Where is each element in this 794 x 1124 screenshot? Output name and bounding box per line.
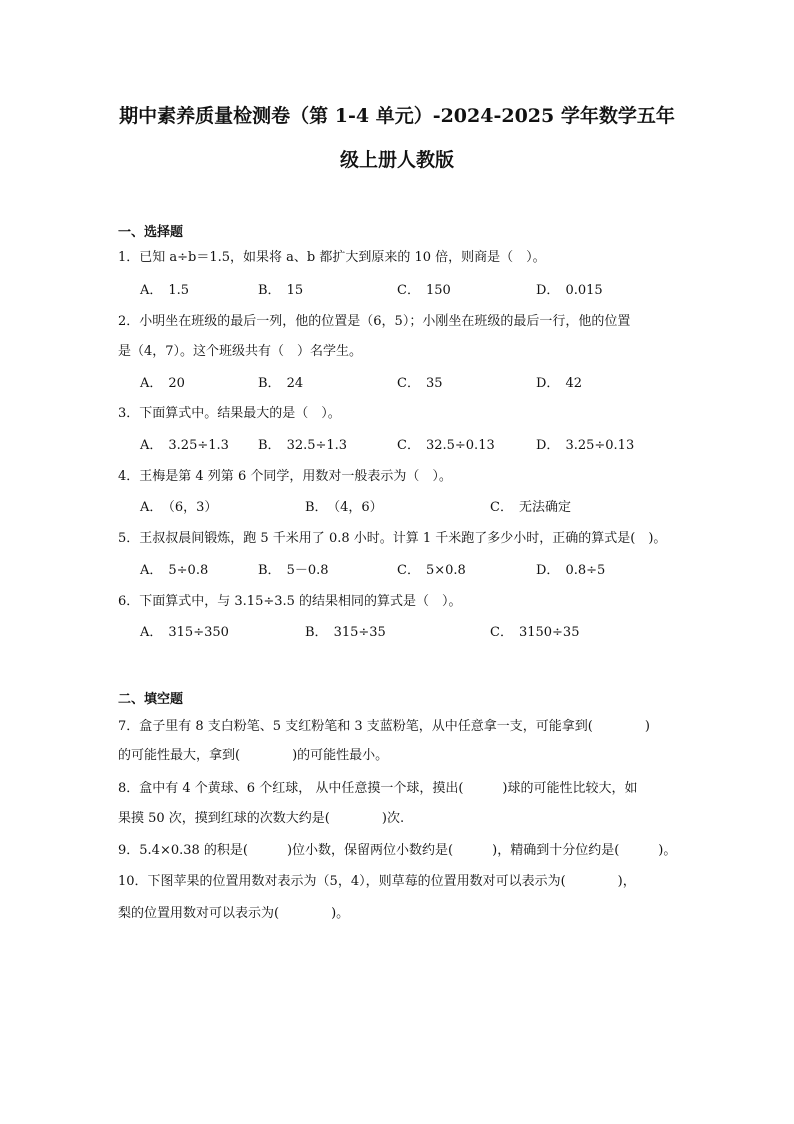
question-5-option-c: C． 5×0.8: [397, 563, 466, 578]
section-heading-choice: 一、选择题: [118, 225, 184, 240]
question-1-option-a: A． 1.5: [140, 283, 190, 298]
question-10-line-2: 梨的位置用数对可以表示为( )。: [118, 906, 350, 921]
question-6-option-a: A． 315÷350: [140, 625, 229, 640]
question-3-option-b: B． 32.5÷1.3: [258, 438, 348, 453]
question-10-line-1: 10．下图苹果的位置用数对表示为（5，4），则草莓的位置用数对可以表示为( )，: [118, 874, 636, 889]
question-3-stem: 3．下面算式中。结果最大的是（ ）。: [118, 406, 341, 421]
question-4-option-c: C． 无法确定: [490, 500, 571, 515]
question-8-line-2: 果摸 50 次，摸到红球的次数大约是( )次.: [118, 811, 405, 826]
question-2-option-c: C． 35: [397, 376, 443, 391]
question-4-option-b: B． （4，6）: [305, 500, 383, 515]
question-6-stem: 6．下面算式中，与 3.15÷3.5 的结果相同的算式是（ ）。: [118, 594, 462, 609]
question-3-option-d: D． 3.25÷0.13: [536, 438, 635, 453]
question-5-stem: 5．王叔叔晨间锻炼，跑 5 千米用了 0.8 小时。计算 1 千米跑了多少小时，正确的算式是( )。: [118, 531, 667, 546]
question-1-option-b: B． 15: [258, 283, 304, 298]
page-title-line-2: 级上册人教版: [339, 149, 454, 171]
section-heading-fill: 二、填空题: [118, 692, 184, 707]
question-2-stem-line-2: 是（4，7）。这个班级共有（ ）名学生。: [118, 344, 363, 359]
question-2-option-a: A． 20: [140, 376, 185, 391]
question-7-line-1: 7．盒子里有 8 支白粉笔、5 支红粉笔和 3 支蓝粉笔，从中任意拿一支，可能拿到( ): [118, 719, 650, 734]
question-3-option-a: A． 3.25÷1.3: [140, 438, 229, 453]
question-2-stem-line-1: 2．小明坐在班级的最后一列，他的位置是（6，5）；小刚坐在班级的最后一行，他的位置: [118, 314, 631, 329]
question-3-option-c: C． 32.5÷0.13: [397, 438, 495, 453]
question-1-option-c: C． 150: [397, 283, 451, 298]
question-6-option-b: B． 315÷35: [305, 625, 386, 640]
page-title-line-1: 期中素养质量检测卷（第 1-4 单元）-2024-2025 学年数学五年: [119, 105, 675, 127]
question-2-option-d: D． 42: [536, 376, 582, 391]
question-2-option-b: B． 24: [258, 376, 304, 391]
question-7-line-2: 的可能性最大，拿到( )的可能性最小。: [118, 748, 389, 763]
question-1-stem: 1．已知 a÷b＝1.5，如果将 a、b 都扩大到原来的 10 倍，则商是（ ）。: [118, 250, 546, 265]
question-4-stem: 4．王梅是第 4 列第 6 个同学，用数对一般表示为（ ）。: [118, 469, 452, 484]
question-6-option-c: C． 3150÷35: [490, 625, 580, 640]
question-4-option-a: A． （6，3）: [140, 500, 218, 515]
question-8-line-1: 8．盒中有 4 个黄球、6 个红球， 从中任意摸一个球，摸出( )球的可能性比较大，如: [118, 781, 638, 796]
question-5-option-b: B． 5－0.8: [258, 563, 329, 578]
question-5-option-a: A． 5÷0.8: [140, 563, 209, 578]
question-5-option-d: D． 0.8÷5: [536, 563, 606, 578]
question-1-option-d: D． 0.015: [536, 283, 603, 298]
question-9-line-1: 9．5.4×0.38 的积是( )位小数，保留两位小数约是( )，精确到十分位约是( )。: [118, 843, 677, 858]
